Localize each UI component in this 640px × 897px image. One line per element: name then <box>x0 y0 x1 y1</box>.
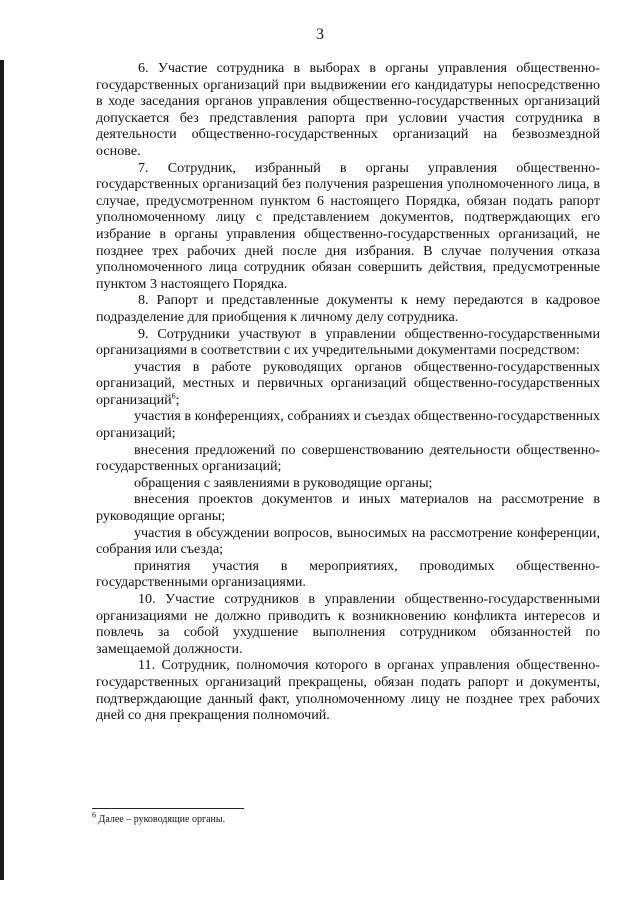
list-item-text: участия в работе руководящих органов общественно-государственных организаций, местных и первичных организаций общественно-государственных организаций <box>96 358 600 408</box>
footnote-reference: 6 <box>171 391 176 401</box>
list-item-applications: обращения с заявлениями в руководящие органы; <box>134 474 433 491</box>
list-item-participation <box>96 359 600 409</box>
footnote-divider <box>92 808 244 809</box>
paragraph-8: 8. Рапорт и представленные документы к нему передаются в кадровое подразделение для приобщения к личному делу сотрудника. <box>96 292 600 325</box>
footnote-text: Далее – руководящие органы. <box>96 814 226 825</box>
list-item-conferences: участия в конференциях, собраниях и съездах общественно-государственных организаций; <box>96 408 600 442</box>
paragraph-7: 7. Сотрудник, избранный в органы управления общественно-государственных организаций без получения разрешения уполномоченного лица, в случае, предусмотренном пунктом 6 настоящего Порядка, обязан подать рапорт уполномоченному лицу с представлением документов, подтверждающих его избрание в органы управления общественно-государственных организаций, не позднее трех рабочих дней после дня избрания. В случае получения отказа уполномоченного лица сотрудник обязан совершить действия, предусмотренные пунктом 3 настоящего Порядка. <box>96 159 600 292</box>
paragraph-6: 6. Участие сотрудника в выборах в органы управления общественно-государственных организаций при выдвижении его кандидатуры непосредственно в ходе заседания органов управления общественно-государственных организаций допускается без представления рапорта при условии участия сотрудника в деятельности общественно-государственных организаций на безвозмездной основе. <box>96 60 600 159</box>
footnote-mark: 6 <box>92 810 96 820</box>
paragraph-9: 9. Сотрудники участвуют в управлении общественно-государственными организациями в соответствии с их учредительными документами посредством: <box>96 325 600 359</box>
list-item-drafts: внесения проектов документов и иных материалов на рассмотрение в руководящие органы; <box>96 491 600 525</box>
body-text <box>96 60 600 724</box>
paragraph-10: 10. Участие сотрудников в управлении общественно-государственными организациями не должно приводить к возникновению конфликта интересов и повлечь за собой ухудшение выполнения сотрудником обязанностей по замещаемой должности. <box>96 591 600 657</box>
list-item-discussion: участия в обсуждении вопросов, выносимых на рассмотрение конференции, собрания или съезда; <box>96 524 600 558</box>
list-item-events: принятия участия в мероприятиях, проводимых общественно-государственными организациями. <box>96 557 600 591</box>
footnote <box>92 810 226 825</box>
page-number: 3 <box>316 26 324 43</box>
list-item-proposals: внесения предложений по совершенствованию деятельности общественно-государственных организаций; <box>96 441 600 475</box>
list-item-punct: ; <box>175 391 180 408</box>
scan-edge-line <box>0 60 4 880</box>
paragraph-11: 11. Сотрудник, полномочия которого в органах управления общественно-государственных организаций прекращены, обязан подать рапорт и документы, подтверждающие данный факт, уполномоченному лицу не позднее трех рабочих дней со дня прекращения полномочий. <box>96 657 600 724</box>
